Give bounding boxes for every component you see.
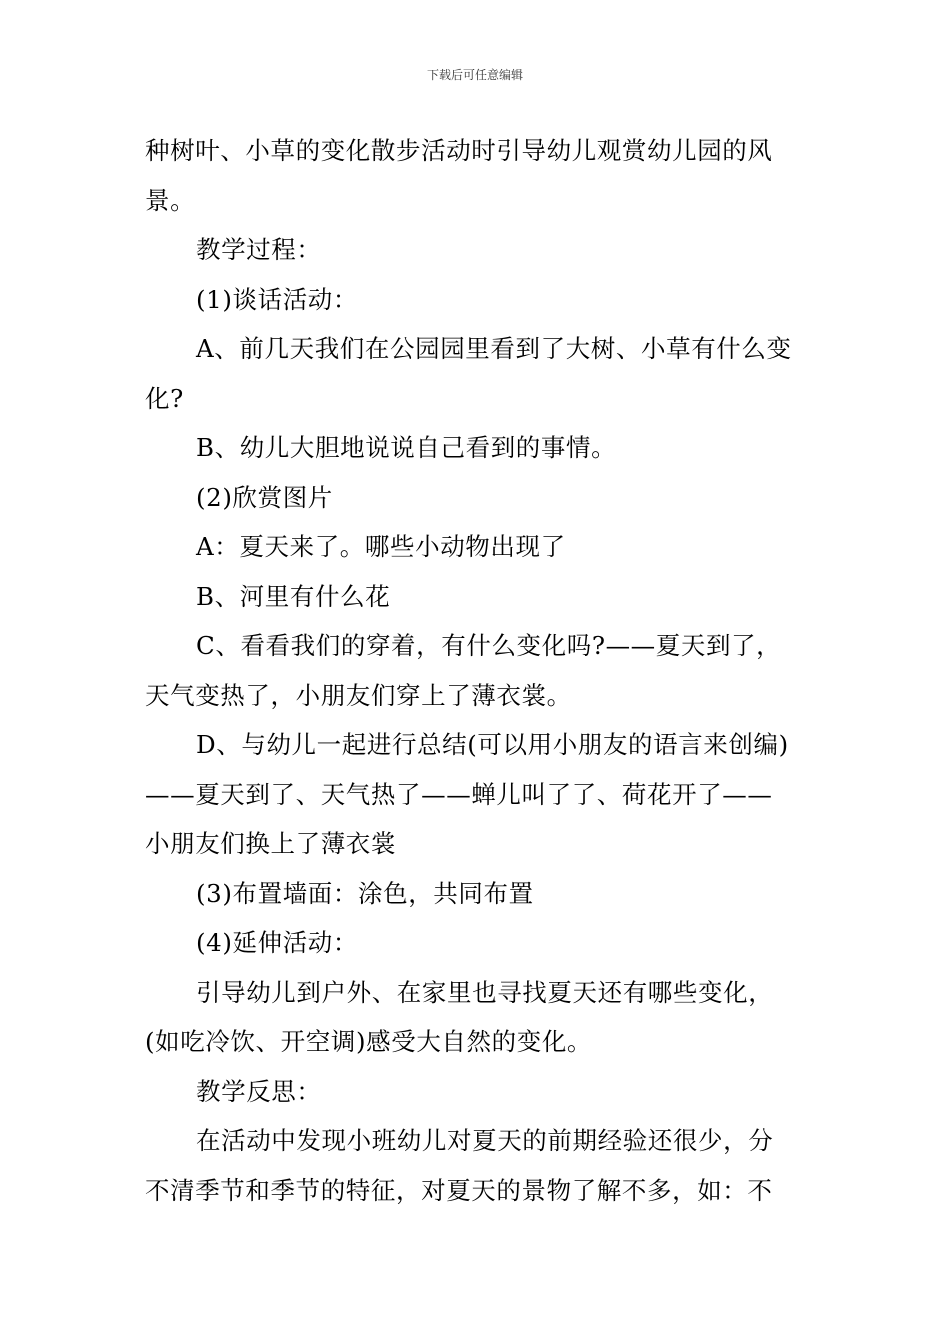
section-heading: 教学过程： bbox=[196, 235, 322, 264]
page-header-note: 下载后可任意编辑 bbox=[426, 68, 523, 82]
text-line: (1)谈话活动： bbox=[196, 284, 359, 314]
text-line: 天气变热了，小朋友们穿上了薄衣裳。 bbox=[145, 680, 572, 710]
text-line: C、看看我们的穿着，有什么变化吗?——夏天到了， bbox=[196, 631, 782, 660]
text-line: B、河里有什么花 bbox=[196, 581, 391, 611]
text-line: A、前几天我们在公园园里看到了大树、小草有什么变 bbox=[196, 334, 792, 363]
text-line: A：夏天来了。哪些小动物出现了 bbox=[196, 532, 566, 561]
text-line: B、幼儿大胆地说说自己看到的事情。 bbox=[196, 433, 617, 462]
text-line: (4)延伸活动： bbox=[196, 928, 359, 957]
text-line: 景。 bbox=[145, 185, 196, 215]
text-line: ——夏天到了、天气热了——蝉儿叫了了、荷花开了—— bbox=[145, 779, 773, 809]
text-line: (如吃冷饮、开空调)感受大自然的变化。 bbox=[145, 1027, 593, 1056]
text-line: 引导幼儿到户外、在家里也寻找夏天还有哪些变化， bbox=[196, 977, 774, 1007]
section-heading: 教学反思： bbox=[196, 1076, 322, 1106]
text-line: 在活动中发现小班幼儿对夏天的前期经验还很少，分 bbox=[196, 1126, 774, 1155]
document-body bbox=[145, 126, 810, 1215]
text-line: (3)布置墙面：涂色，共同布置 bbox=[196, 878, 534, 908]
text-line: 不清季节和季节的特征，对夏天的景物了解不多，如：不 bbox=[145, 1175, 773, 1205]
text-line: 种树叶、小草的变化散步活动时引导幼儿观赏幼儿园的风 bbox=[145, 136, 773, 165]
text-line: D、与幼儿一起进行总结(可以用小朋友的语言来创编) bbox=[196, 730, 789, 759]
text-line: (2)欣赏图片 bbox=[196, 482, 333, 512]
text-line: 小朋友们换上了薄衣裳 bbox=[145, 829, 396, 858]
text-line: 化? bbox=[145, 383, 184, 413]
